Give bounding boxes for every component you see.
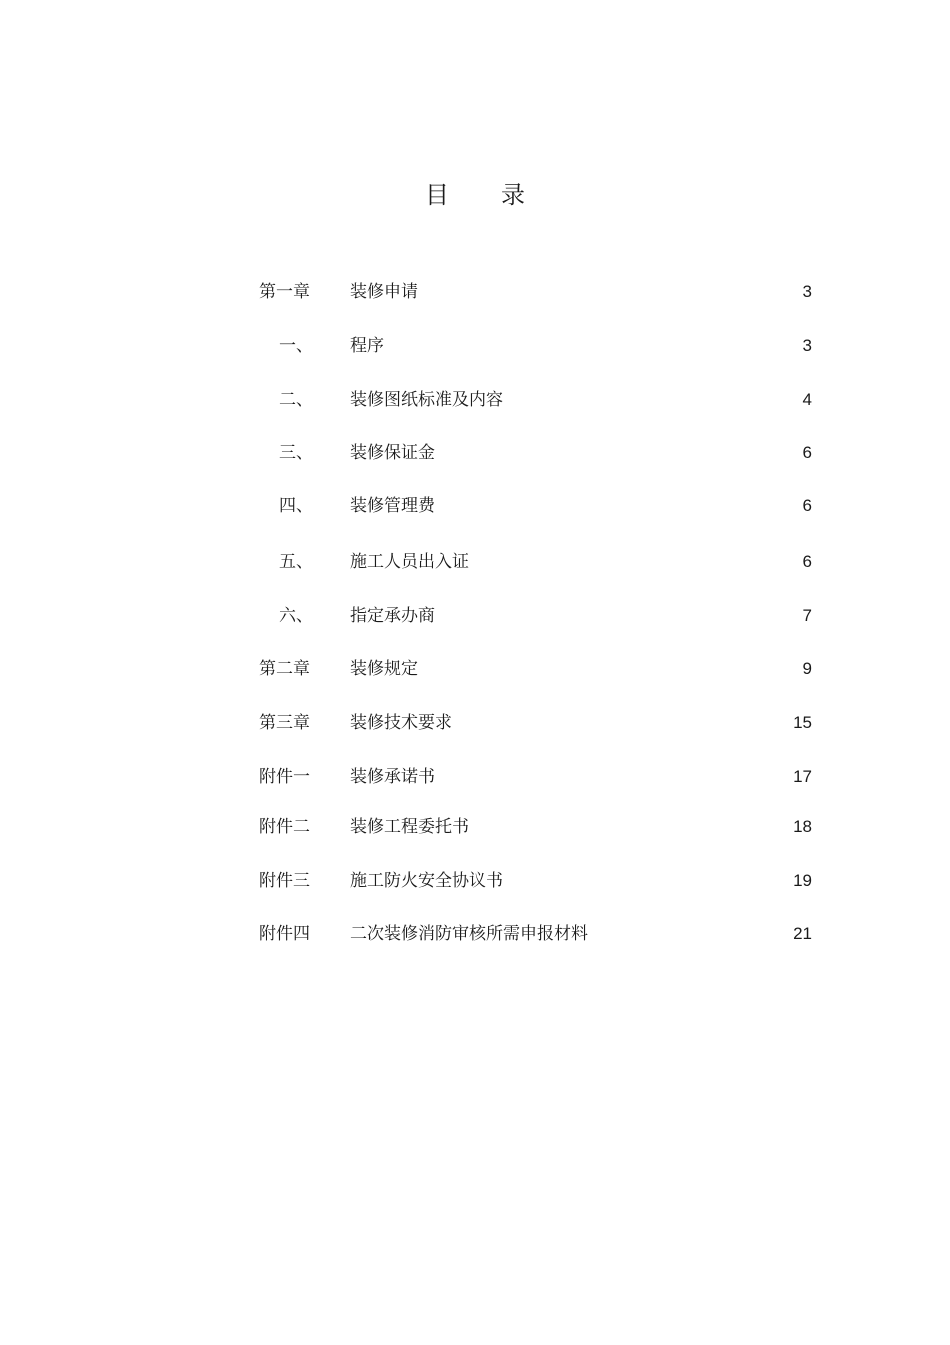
toc-entry-label: 装修规定 [350, 659, 418, 679]
toc-entry-page: 6 [802, 552, 812, 571]
toc-entry-label: 装修图纸标准及内容 [350, 390, 503, 410]
toc-entry-page: 17 [793, 767, 812, 786]
toc-entry-number: 一、 [279, 336, 313, 356]
toc-entry-number: 六、 [279, 606, 313, 626]
toc-entry-number: 附件三 [259, 871, 310, 891]
toc-entry-appendix-3[interactable] [0, 869, 950, 893]
toc-title [0, 175, 950, 210]
toc-title-char-1: 目 [425, 181, 449, 209]
toc-entry-section-6[interactable] [0, 604, 950, 628]
toc-entry-label: 程序 [350, 336, 384, 356]
toc-entry-label: 施工人员出入证 [350, 552, 469, 572]
toc-entry-label: 施工防火安全协议书 [350, 871, 503, 891]
toc-entry-label: 装修技术要求 [350, 713, 452, 733]
toc-entry-number: 三、 [279, 443, 313, 463]
toc-entry-number: 附件四 [259, 924, 310, 944]
toc-entry-number: 第一章 [259, 282, 310, 302]
toc-entry-page: 7 [802, 606, 812, 625]
toc-entry-label: 装修申请 [350, 282, 418, 302]
toc-entry-section-5[interactable] [0, 550, 950, 574]
toc-entry-page: 19 [793, 871, 812, 890]
toc-entry-page: 21 [793, 924, 812, 943]
toc-entry-section-2[interactable] [0, 388, 950, 412]
toc-title-char-2: 录 [501, 181, 525, 209]
toc-entry-chapter-2[interactable] [0, 657, 950, 681]
toc-entry-number: 附件一 [259, 767, 310, 787]
toc-entry-number: 附件二 [259, 817, 310, 837]
toc-entry-label: 装修保证金 [350, 443, 435, 463]
toc-entry-section-4[interactable] [0, 494, 950, 518]
toc-entry-page: 15 [793, 713, 812, 732]
toc-entry-number: 第二章 [259, 659, 310, 679]
toc-entry-label: 二次装修消防审核所需申报材料 [350, 924, 588, 944]
toc-entry-page: 3 [802, 282, 812, 301]
toc-entry-appendix-2[interactable] [0, 815, 950, 839]
toc-entry-appendix-1[interactable] [0, 765, 950, 789]
toc-entry-page: 6 [802, 496, 812, 515]
toc-entry-section-1[interactable] [0, 334, 950, 358]
toc-entry-chapter-3[interactable] [0, 711, 950, 735]
toc-entry-number: 二、 [279, 390, 313, 410]
toc-entry-chapter-1[interactable] [0, 280, 950, 304]
toc-entry-label: 装修管理费 [350, 496, 435, 516]
toc-entry-section-3[interactable] [0, 441, 950, 465]
toc-entry-page: 9 [802, 659, 812, 678]
toc-entry-label: 指定承办商 [350, 606, 435, 626]
toc-entry-number: 四、 [279, 496, 313, 516]
toc-entry-page: 3 [802, 336, 812, 355]
toc-entry-page: 4 [802, 390, 812, 409]
toc-entry-appendix-4[interactable] [0, 922, 950, 946]
toc-entry-page: 6 [802, 443, 812, 462]
toc-entry-number: 第三章 [259, 713, 310, 733]
toc-entry-label: 装修承诺书 [350, 767, 435, 787]
toc-entry-label: 装修工程委托书 [350, 817, 469, 837]
toc-entry-page: 18 [793, 817, 812, 836]
toc-entry-number: 五、 [279, 552, 313, 572]
